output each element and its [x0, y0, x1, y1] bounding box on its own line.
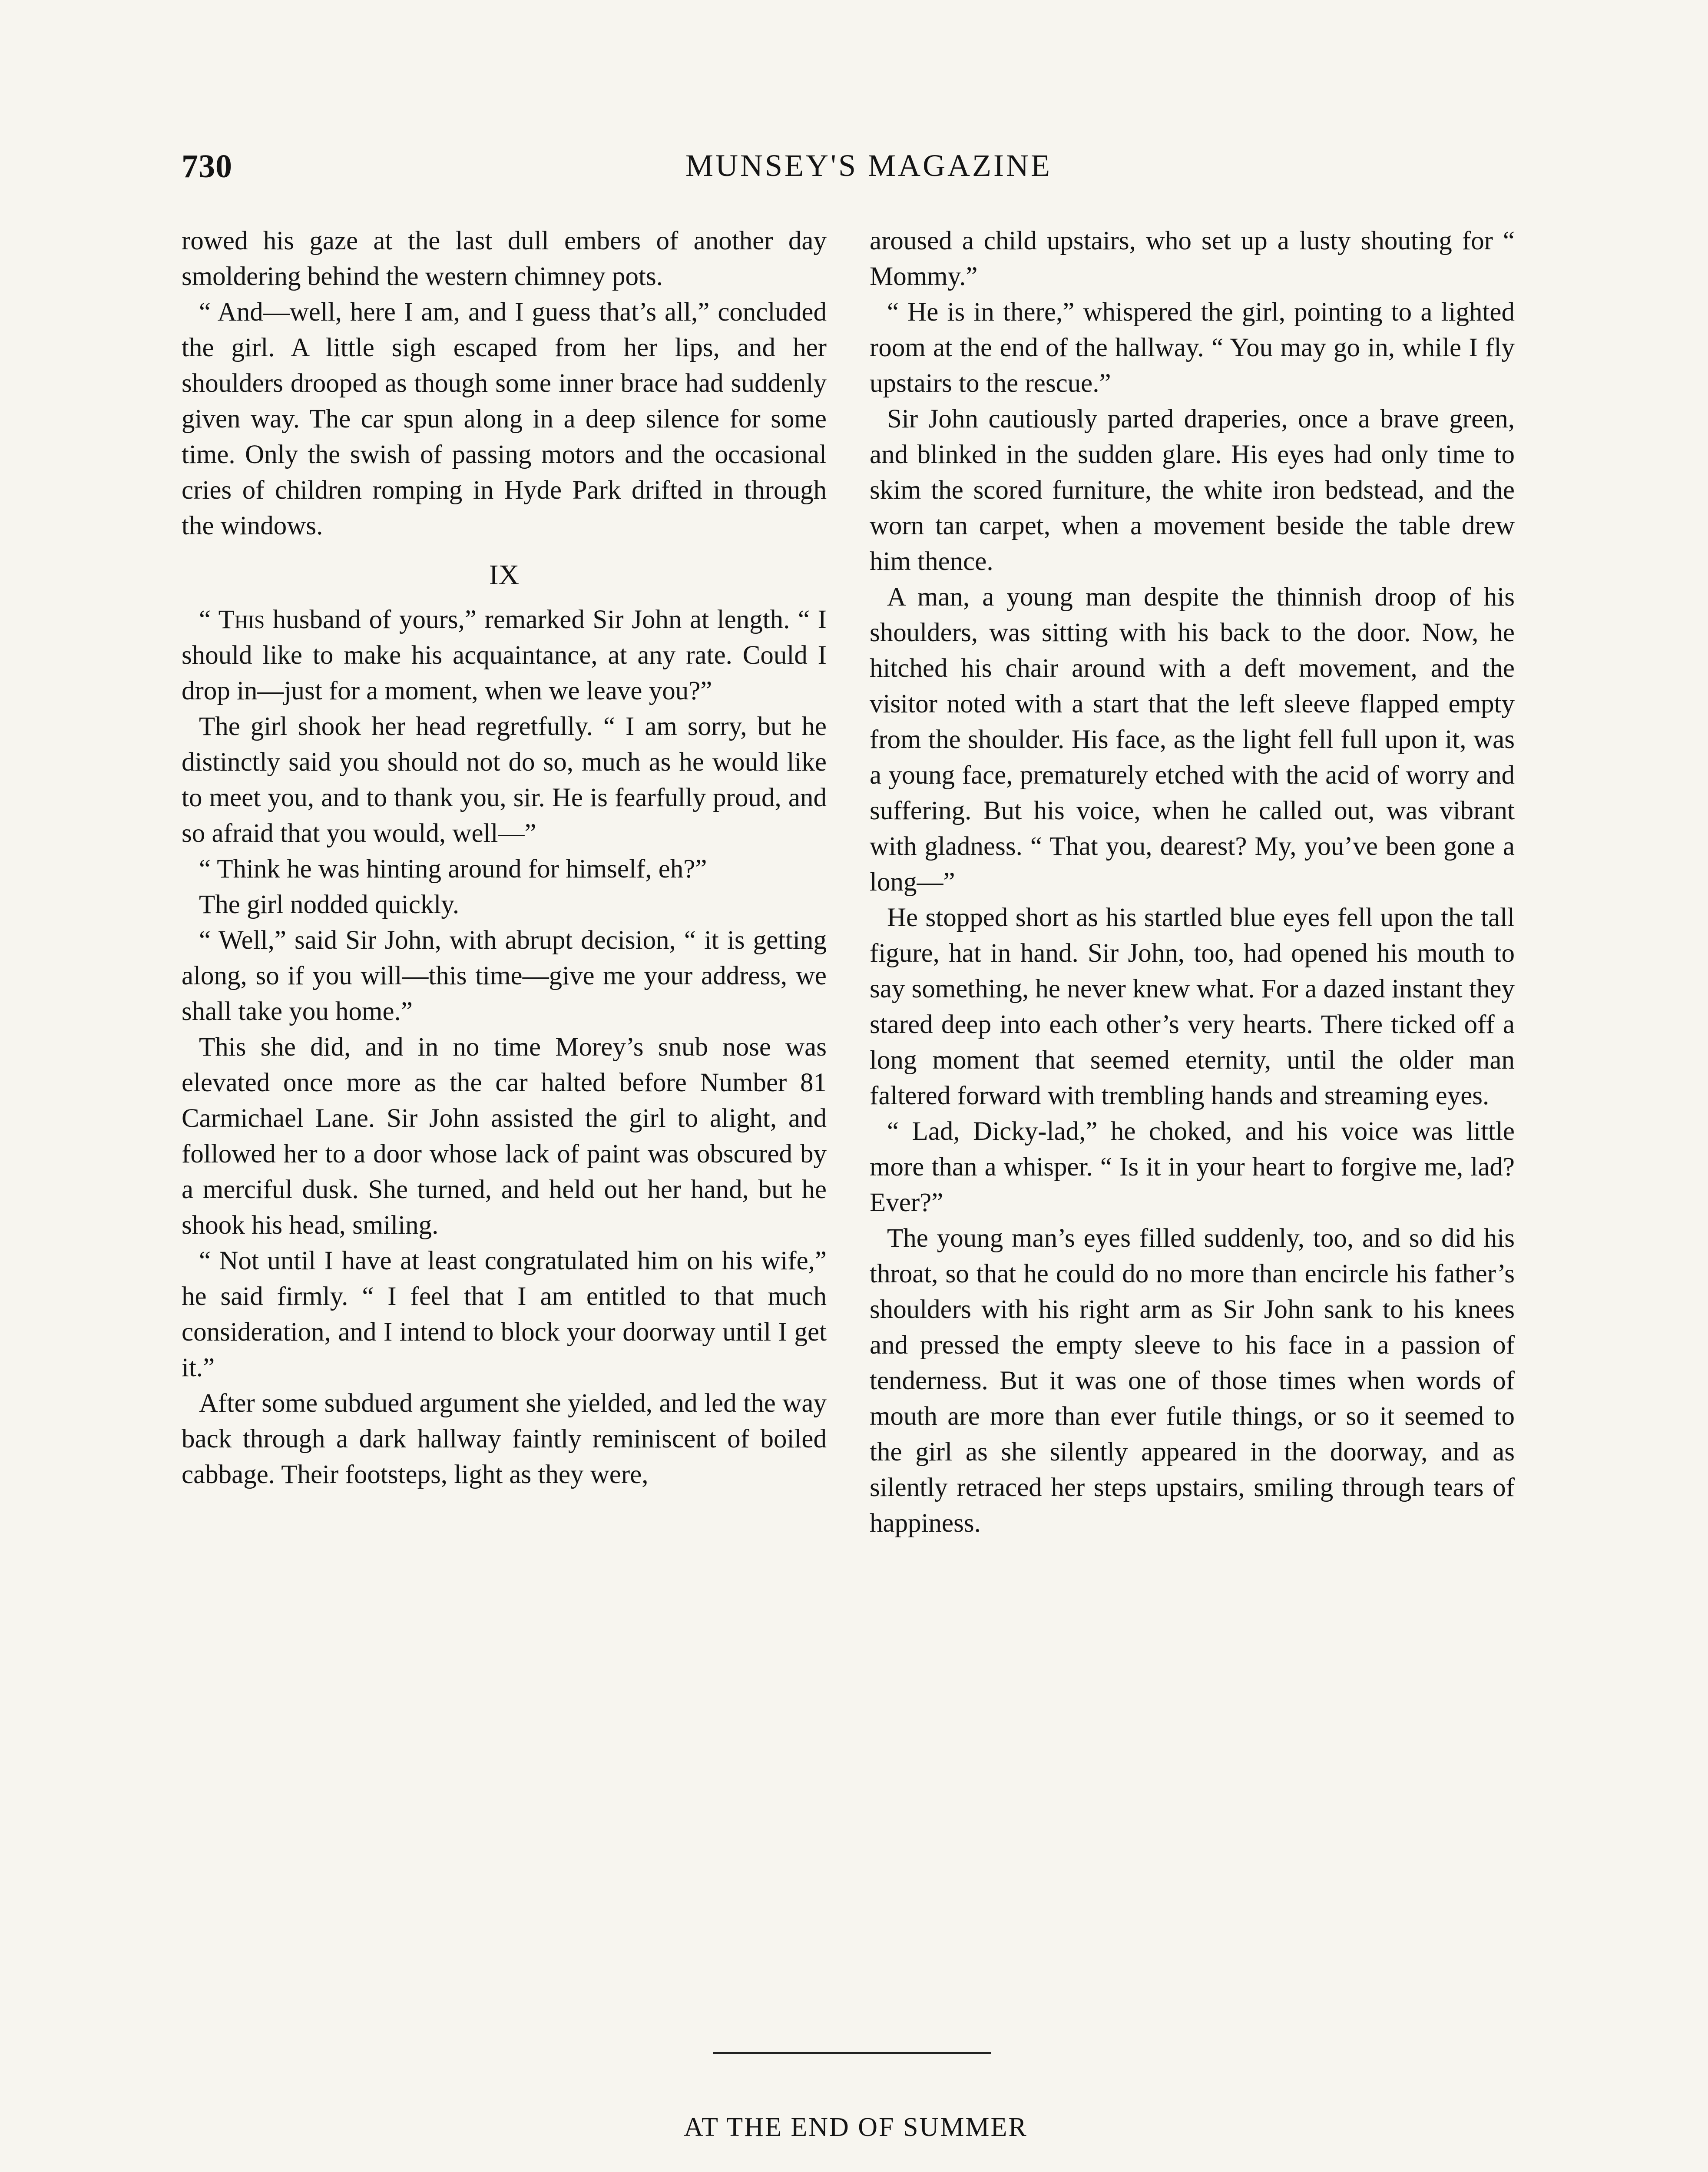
paragraph-text: husband of yours,” remarked Sir John at length. “ I should like to make his acquaintance, at any rate. Could I drop in—just for a moment, when we leave you?”	[182, 605, 827, 705]
section-heading: IX	[489, 559, 520, 591]
paragraph: “ Lad, Dicky-lad,” he choked, and his voice was little more than a whisper. “ Is it in your heart to forgive me, lad? Ever?”	[870, 1117, 1515, 1217]
paragraph: aroused a child upstairs, who set up a lusty shouting for “ Mommy.”	[870, 226, 1515, 291]
page-number: 730	[182, 148, 232, 185]
paragraph: This she did, and in no time Morey’s snub nose was elevated once more as the car halted before Number 81 Carmichael Lane. Sir John assisted the girl to alight, and followed her to a door whose lack of paint was obscured by a merciful dusk. She turned, and held out her hand, but he shook his head, smiling.	[182, 1033, 827, 1240]
paragraph: “ And—well, here I am, and I guess that’s all,” concluded the girl. A little sigh escaped from her lips, and her shoulders drooped as though some inner brace had suddenly given way. The car spun along in a deep silence for some time. Only the swish of passing motors and the occasional cries of children romping in Hyde Park drifted in through the windows.	[182, 298, 827, 540]
paragraph: “ Think he was hinting around for himself, eh?”	[199, 854, 707, 884]
running-title: MUNSEY'S MAGAZINE	[685, 148, 1052, 183]
paragraph: He stopped short as his startled blue eyes fell upon the tall figure, hat in hand. Sir John, too, had opened his mouth to say something, he never knew what. For a dazed instant they stared deep into each other’s very hearts. There ticked off a long moment that seemed eternity, until the older man faltered forward with trembling hands and streaming eyes.	[870, 903, 1515, 1110]
paragraph: “ Well,” said Sir John, with abrupt decision, “ it is getting along, so if you will—this time—give me your address, we shall take you home.”	[182, 926, 827, 1026]
poem-title: AT THE END OF SUMMER	[684, 2112, 1028, 2142]
paragraph: The young man’s eyes filled suddenly, too, and so did his throat, so that he could do no more than encircle his father’s shoulders with his right arm as Sir John sank to his knees and pressed the empty sleeve to his face in a passion of tenderness. But it was one of those times when words of mouth are more than ever futile things, or so it seemed to the girl as she silently appeared in the doorway, and as silently retraced her steps upstairs, smiling through tears of happiness.	[870, 1224, 1515, 1538]
paragraph: The girl shook her head regretfully. “ I am sorry, but he distinctly said you should not do so, much as he would like to meet you, and to thank you, sir. He is fearfully proud, and so afraid that you would, well—”	[182, 712, 827, 848]
small-caps-lead: “ This	[199, 605, 265, 634]
paragraph: Sir John cautiously parted draperies, once a brave green, and blinked in the sudden glare. His eyes had only time to skim the scored furniture, the white iron bedstead, and the worn tan carpet, when a movement beside the table drew him thence.	[870, 404, 1515, 576]
paragraph: After some subdued argument she yielded, and led the way back through a dark hallway faintly reminiscent of boiled cabbage. Their footsteps, light as they were,	[182, 1389, 827, 1489]
paragraph: rowed his gaze at the last dull embers of another day smoldering behind the western chimney pots.	[182, 226, 827, 291]
paragraph	[182, 602, 827, 709]
poem-line	[581, 2169, 1493, 2172]
right-column	[870, 223, 1515, 1541]
section-divider	[713, 2052, 991, 2054]
paragraph: A man, a young man despite the thinnish droop of his shoulders, was sitting with his back to the door. Now, he hitched his chair around with a deft movement, and the visitor noted with a start that the left sleeve flapped empty from the shoulder. His face, as the light fell full upon it, was a young face, prematurely etched with the acid of worry and suffering. But his voice, when he called out, was vibrant with gladness. “ That you, dearest? My, you’ve been gone a long—”	[870, 583, 1515, 897]
poem	[581, 2169, 1493, 2172]
paragraph: The girl nodded quickly.	[199, 890, 460, 919]
paragraph: “ Not until I have at least congratulated him on his wife,” he said firmly. “ I feel that I am entitled to that much consideration, and I intend to block your doorway until I get it.”	[182, 1246, 827, 1382]
paragraph: “ He is in there,” whispered the girl, pointing to a lighted room at the end of the hallway. “ You may go in, while I fly upstairs to the rescue.”	[870, 298, 1515, 398]
left-column	[182, 223, 827, 1493]
